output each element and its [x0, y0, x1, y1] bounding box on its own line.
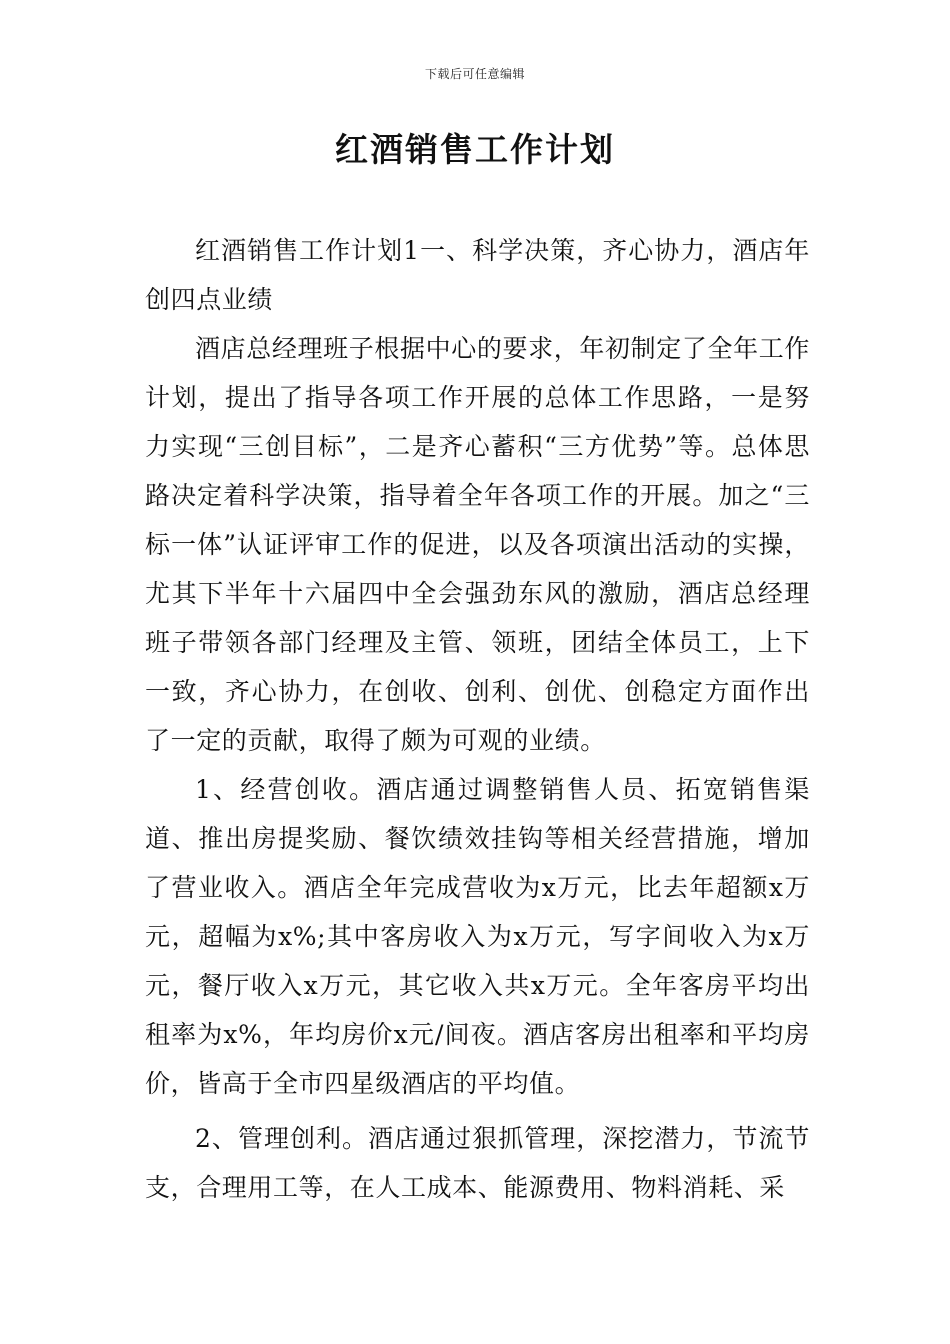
document-title: 红酒销售工作计划	[335, 130, 615, 169]
document-body	[145, 226, 810, 1212]
paragraph-management-profit: 2、管理创利。酒店通过狠抓管理，深挖潜力，节流节支，合理用工等，在人工成本、能源费用、物料消耗、采	[145, 1124, 810, 1202]
header-note: 下载后可任意编辑	[424, 67, 525, 81]
paragraph-overview: 酒店总经理班子根据中心的要求，年初制定了全年工作计划，提出了指导各项工作开展的总体工作思路，一是努力实现“三创目标”，二是齐心蓄积“三方优势”等。总体思路决定着科学决策，指导着全年各项工作的开展。加之“三标一体”认证评审工作的促进，以及各项演出活动的实操，尤其下半年十六届四中全会强劲东风的激励，酒店总经理班子带领各部门经理及主管、领班，团结全体员工，上下一致，齐心协力，在创收、创利、创优、创稳定方面作出了一定的贡献，取得了颇为可观的业绩。	[145, 334, 810, 755]
paragraph-intro-heading: 红酒销售工作计划1一、科学决策，齐心协力，酒店年创四点业绩	[145, 236, 810, 314]
paragraph-operating-revenue: 1、经营创收。酒店通过调整销售人员、拓宽销售渠道、推出房提奖励、餐饮绩效挂钩等相关经营措施，增加了营业收入。酒店全年完成营收为x万元，比去年超额x万元，超幅为x%;其中客房收入为x万元，写字间收入为x万元，餐厅收入x万元，其它收入共x万元。全年客房平均出租率为x%，年均房价x元/间夜。酒店客房出租率和平均房价，皆高于全市四星级酒店的平均值。	[145, 775, 810, 1098]
